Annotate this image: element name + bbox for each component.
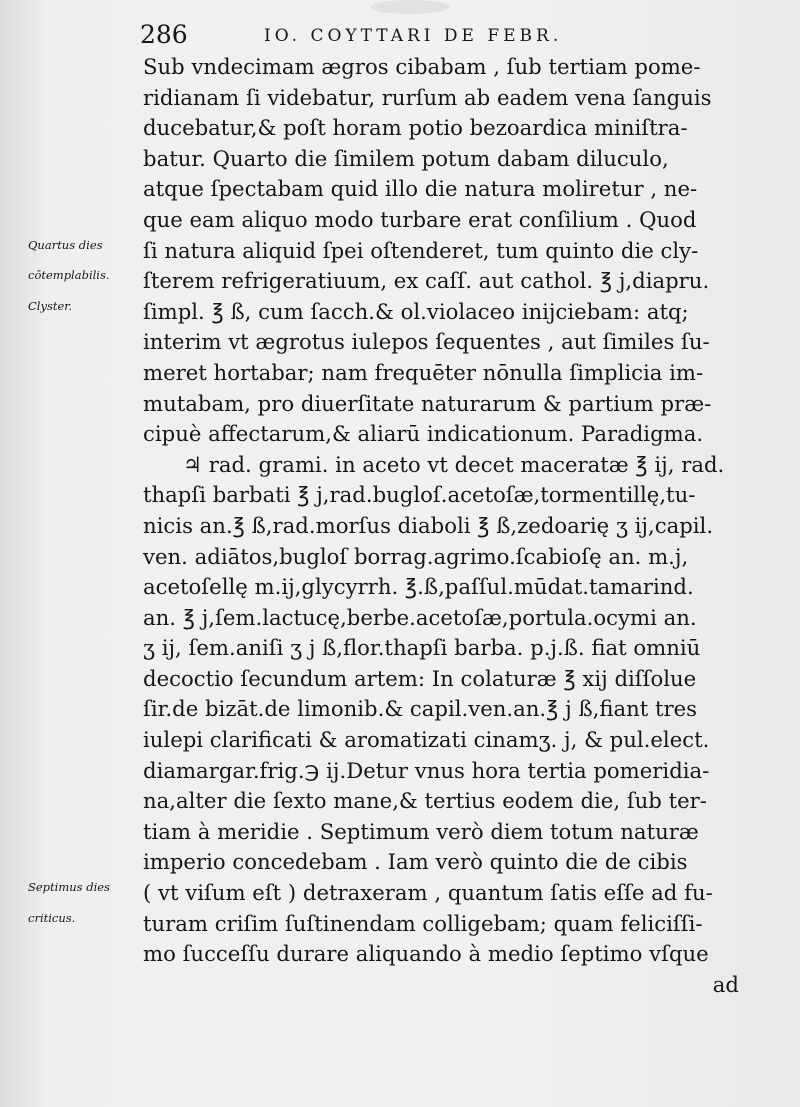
text-line: atque ſpectabam quid illo die natura moliretur , ne- — [143, 176, 698, 202]
text-line: Sub vndecimam ægros cibabam , ſub tertiam pome- — [143, 54, 701, 79]
text-line: ſi natura aliquid ſpei oſtenderet, tum quinto die cly- — [143, 237, 699, 263]
margin-note: Quartus dies — [28, 237, 103, 252]
margin-note: Clyster. — [28, 298, 73, 313]
page-header — [140, 16, 740, 52]
text-line: thapſi barbati ℥ j,rad.bugloſ.acetoſæ,tormentillę,tu- — [143, 482, 696, 508]
text-line: nicis an.℥ ß,rad.morſus diaboli ℥ ß,zedoarię ʒ ij,capil. — [143, 512, 714, 538]
main-text-block — [143, 52, 743, 1000]
margin-note: criticus. — [28, 910, 76, 925]
text-line: na,alter die ſexto mane,& tertius eodem die, ſub ter- — [143, 788, 707, 814]
page-number: 286 — [140, 20, 188, 49]
ink-smudge — [370, 0, 450, 14]
text-line: tiam à meridie . Septimum verò diem totum naturæ — [143, 818, 699, 844]
text-line: iulepi clarificati & aromatizati cinamʒ. j, & pul.elect. — [143, 727, 710, 753]
text-line: ad — [712, 971, 739, 997]
text-line: batur. Quarto die ſimilem potum dabam diluculo, — [143, 145, 669, 171]
text-line: que eam aliquo modo turbare erat conſilium . Quod — [143, 206, 697, 232]
text-line: acetoſellę m.ij,glycyrrh. ℥.ß,paſſul.mūdat.tamarind. — [143, 574, 694, 600]
margin-note: Septimus dies — [28, 880, 110, 895]
text-line: turam criſim ſuſtinendam colligebam; quam feliciſſi- — [143, 910, 703, 936]
margin-note: cōtemplabilis. — [28, 268, 110, 283]
text-line: ven. adiātos,bugloſ borrag.agrimo.ſcabioſę an. m.j, — [143, 543, 689, 569]
text-line: ♃ rad. grami. in aceto vt decet maceratæ ℥ ij, rad. — [183, 451, 725, 477]
text-line: ridianam ſi videbatur, rurſum ab eadem vena ſanguis — [143, 84, 712, 110]
text-line: diamargar.frig.℈ ij.Detur vnus hora tertia pomeridia- — [143, 757, 710, 783]
text-line: decoctio ſecundum artem: In colaturæ ℥ xij diſſolue — [143, 665, 697, 691]
text-line: mo ſucceſſu durare aliquando à medio ſeptimo vſque — [143, 941, 709, 967]
text-line: an. ℥ j,ſem.lactucę,berbe.acetoſæ,portula.ocymi an. — [143, 604, 697, 630]
running-head: IO. COYTTARI DE FEBR. — [264, 26, 563, 46]
text-line: ſir.de bizāt.de limonib.& capil.ven.an.℥ j ß,fiant tres — [143, 696, 698, 722]
text-line: interim vt ægrotus iulepos ſequentes , aut ſimiles ſu- — [143, 329, 710, 355]
text-line: ducebatur,& poſt horam potio bezoardica miniſtra- — [143, 115, 688, 141]
text-line: ſterem refrigeratiuum, ex caſſ. aut cathol. ℥ j,diapru. — [143, 268, 710, 294]
text-line: imperio concedebam . Iam verò quinto die de cibis — [143, 849, 688, 875]
text-line: ( vt viſum eſt ) detraxeram , quantum ſatis eſſe ad fu- — [143, 880, 713, 906]
text-line: meret hortabar; nam frequēter nōnulla ſimplicia im- — [143, 359, 704, 385]
text-line: cipuè affectarum,& aliarū indicationum. Paradigma. — [143, 421, 704, 447]
text-line: ſimpl. ℥ ß, cum ſacch.& ol.violaceo inijciebam: atq; — [143, 298, 689, 324]
text-line: ʒ ij, ſem.aniſi ʒ j ß,flor.thapſi barba. p.j.ß. fiat omniū — [143, 635, 701, 661]
text-line: mutabam, pro diuerſitate naturarum & partium præ- — [143, 390, 712, 416]
